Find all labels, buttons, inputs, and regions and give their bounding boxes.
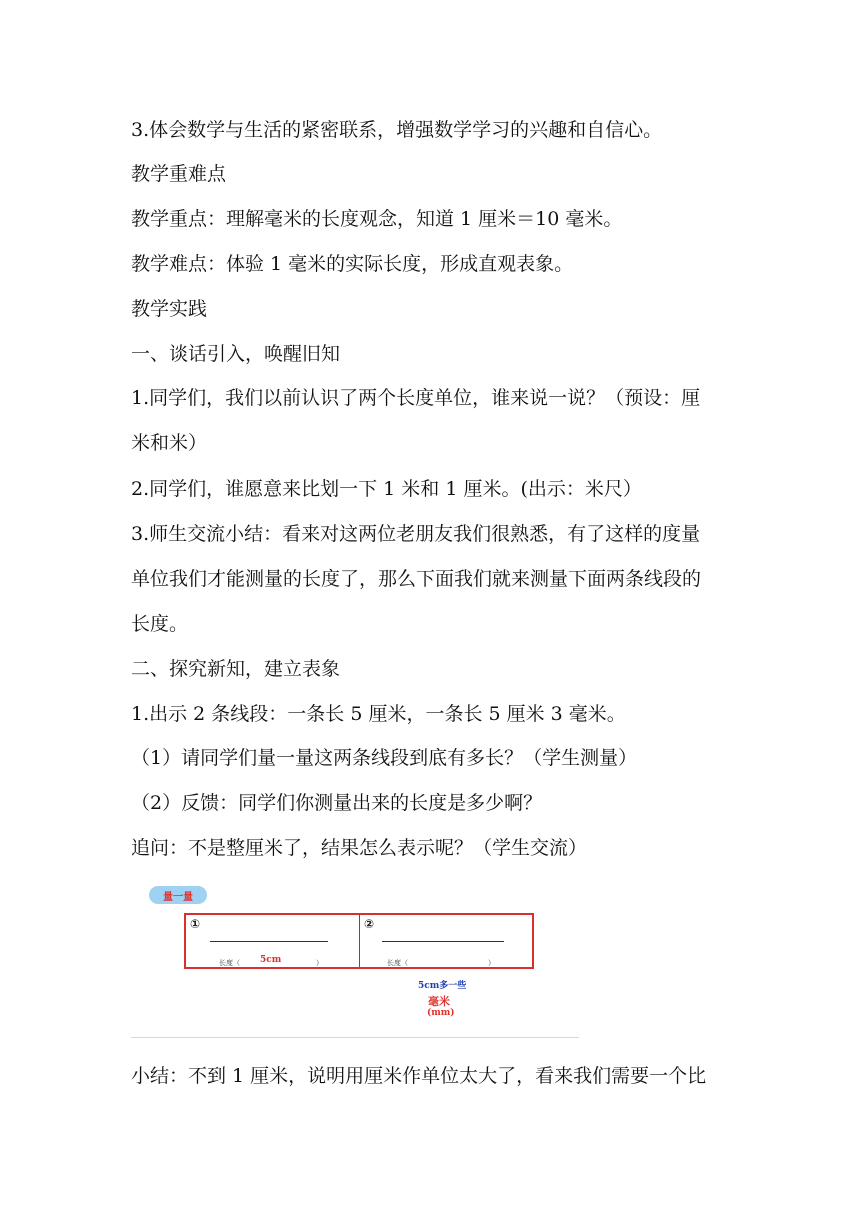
paragraph: （1）请同学们量一量这两条线段到底有多长？（学生测量） [131, 747, 638, 769]
measure-panel-2 [360, 915, 533, 967]
panel-number: ② [364, 917, 375, 931]
section-heading: 一、谈话引入，唤醒旧知 [131, 343, 341, 365]
measure-figure [131, 876, 581, 1041]
note-mm-unit: (mm) [427, 1008, 455, 1018]
measure-badge [149, 886, 207, 904]
paragraph: 追问：不是整厘米了，结果怎么表示呢？（学生交流） [131, 837, 588, 859]
section-heading: 二、探究新知，建立表象 [131, 658, 341, 680]
note-more-than-5cm: 5cm多一些 [418, 981, 467, 991]
paragraph: 2.同学们，谁愿意来比划一下 1 米和 1 厘米。(出示：米尺） [131, 478, 642, 500]
paragraph: 教学重点：理解毫米的长度观念，知道 1 厘米＝10 毫米。 [131, 208, 623, 230]
section-heading: 教学重难点 [131, 163, 227, 185]
length-label: 长度（ [387, 959, 408, 967]
panel-number: ① [190, 917, 201, 931]
summary-paragraph: 小结：不到 1 厘米，说明用厘米作单位太大了，看来我们需要一个比 [131, 1065, 707, 1087]
length-close: ） [488, 959, 495, 967]
line-segment-1 [210, 941, 328, 942]
note-millimeter: 毫米 [428, 995, 450, 1008]
length-label: 长度（ [219, 959, 240, 967]
measure-badge-label: 量一量 [163, 891, 193, 903]
length-value: 5cm [260, 955, 282, 965]
paragraph: 3.体会数学与生活的紧密联系，增强数学学习的兴趣和自信心。 [131, 119, 663, 141]
paragraph: 1.同学们，我们以前认识了两个长度单位，谁来说一说？（预设：厘 [131, 387, 701, 409]
paragraph: 教学难点：体验 1 毫米的实际长度，形成直观表象。 [131, 253, 574, 275]
paragraph: 3.师生交流小结：看来对这两位老朋友我们很熟悉，有了这样的度量 [131, 523, 701, 545]
figure-divider [131, 1037, 579, 1038]
measure-panel-1 [186, 915, 359, 967]
length-close: ） [316, 959, 323, 967]
paragraph: 米和米） [131, 432, 208, 454]
paragraph: 长度。 [131, 613, 189, 635]
paragraph: （2）反馈：同学们你测量出来的长度是多少啊？ [131, 792, 543, 814]
paragraph: 1.出示 2 条线段：一条长 5 厘米，一条长 5 厘米 3 毫米。 [131, 703, 626, 725]
paragraph: 单位我们才能测量的长度了，那么下面我们就来测量下面两条线段的 [131, 568, 702, 590]
measure-panel-box [184, 913, 534, 969]
section-heading: 教学实践 [131, 298, 208, 320]
line-segment-2 [382, 941, 504, 942]
